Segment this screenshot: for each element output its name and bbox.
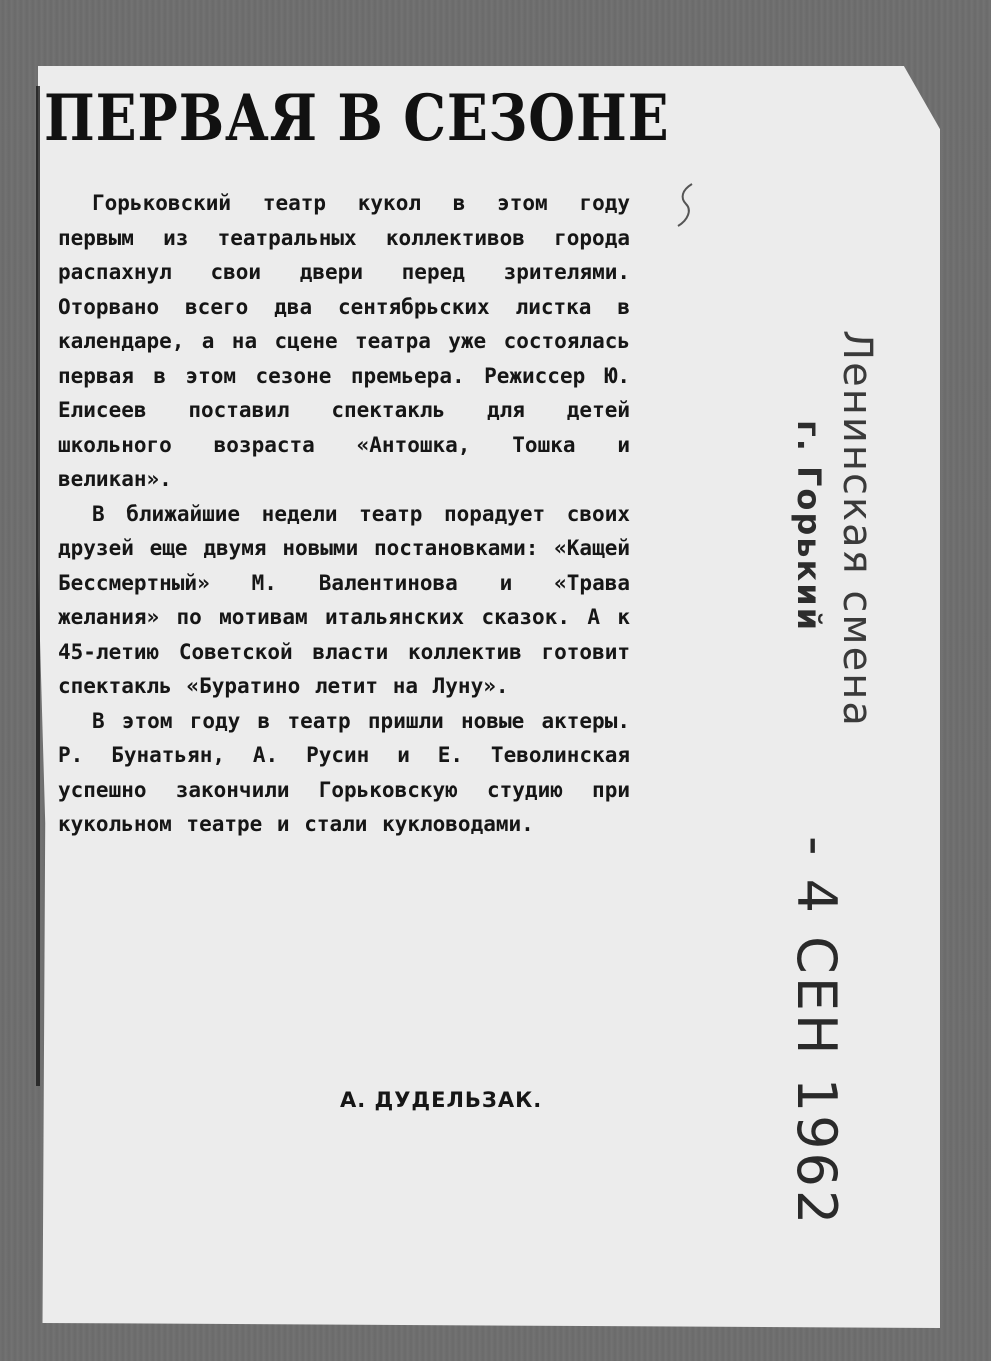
clipping-left-rule <box>36 86 40 1086</box>
article-paragraph-3: В этом году в театр пришли новые актеры. Р. Бунатьян, А. Русин и Е. Теволинская успешно закончили Горьковскую студию при кукольном театре и стали кукловодами. <box>58 708 630 836</box>
city-stamp: г. Горький <box>790 420 828 633</box>
author-signature: А. ДУДЕЛЬЗАК. <box>340 1088 543 1112</box>
article-paragraph-1: Горьковский театр кукол в этом году первым из театральных коллективов города распахнул свои двери перед зрителями. Оторвано всего два сентябрьских листка в календаре, а на сцене театра уже состоялась первая в этом сезоне премьера. Режиссер Ю. Елисеев поставил спектакль для детей школьного возраста «Антошка, Тошка и великан». <box>58 191 630 491</box>
article-paragraph-2: В ближайшие недели театр порадует своих друзей еще двумя новыми постановками: «Кащей Бессмертный» М. Валентинова и «Трава желания» по мотивам итальянских сказок. А к 45-летию Советской власти коллектив готовит спектакль «Буратино летит на Луну». <box>58 501 630 698</box>
article-body <box>58 186 630 842</box>
newspaper-name-stamp: Ленинская смена <box>834 330 880 728</box>
pencil-mark-icon <box>674 180 698 232</box>
article-headline: ПЕРВАЯ В СЕЗОНЕ <box>44 81 670 156</box>
date-stamp: - 4 СЕН 1962 <box>785 836 848 1228</box>
